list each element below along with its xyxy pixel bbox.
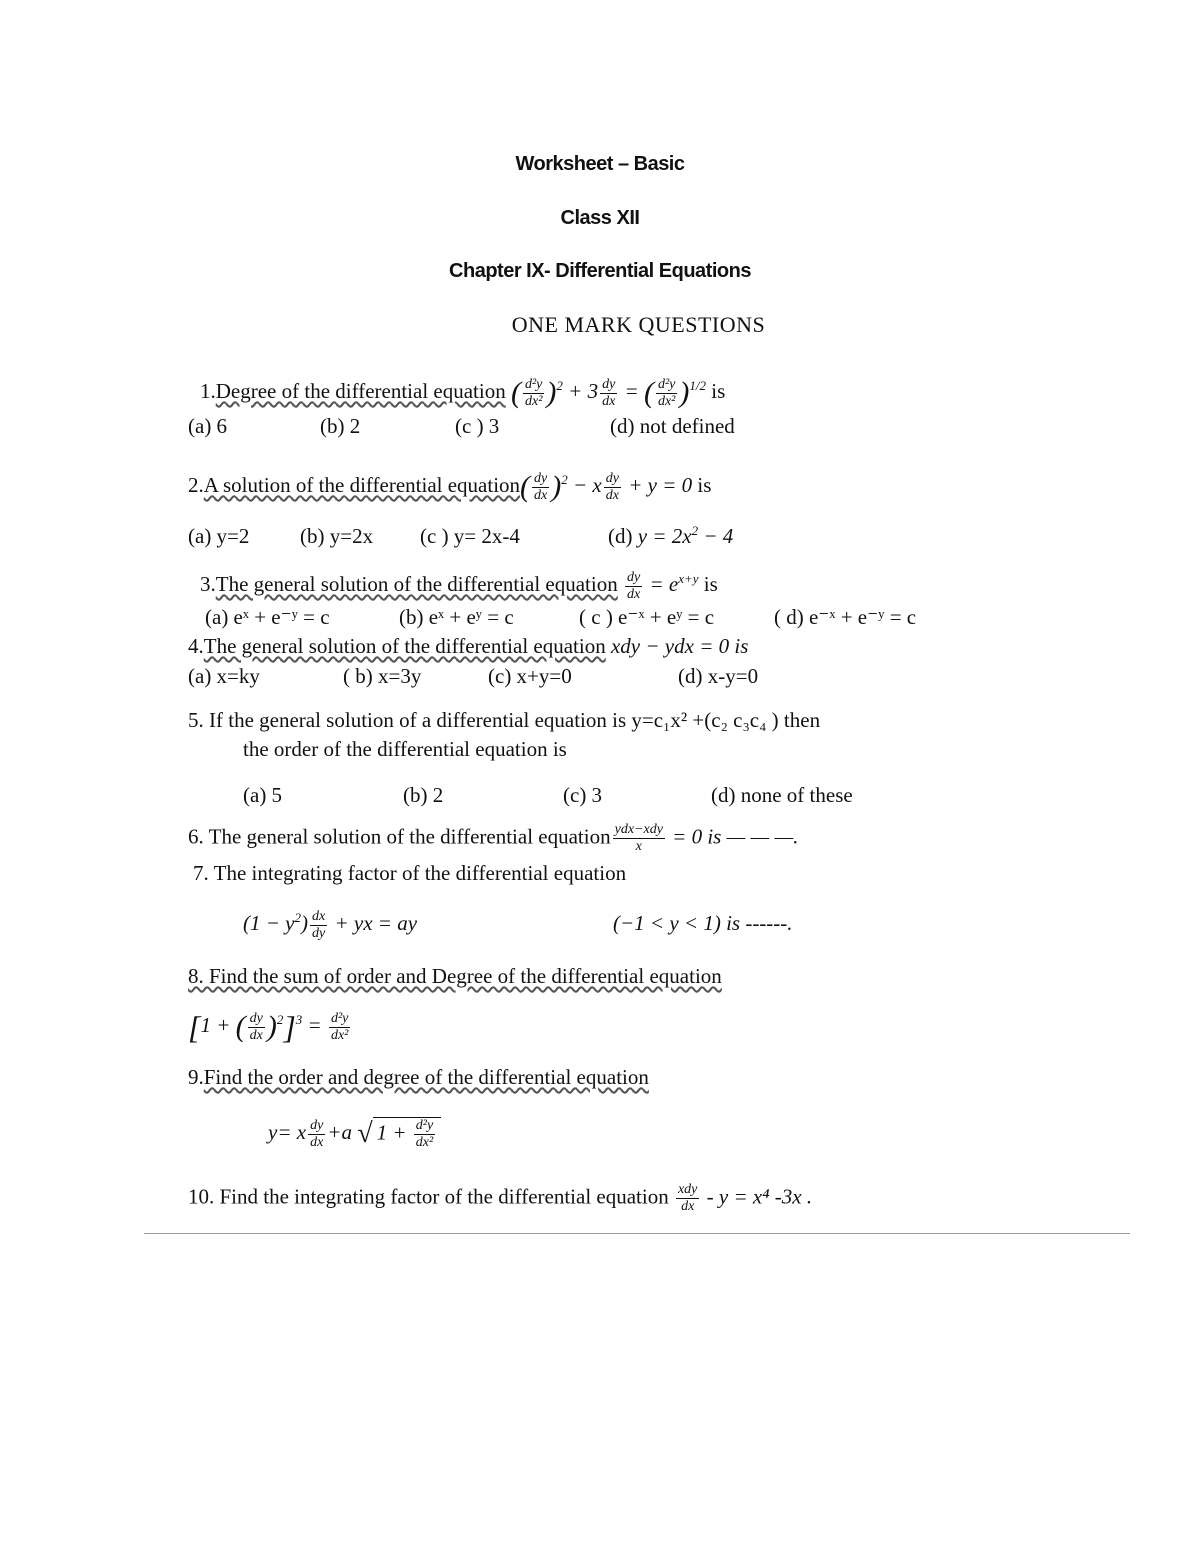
q10-tail: - y = x⁴ -3x .	[706, 1184, 813, 1209]
q1-option-d: (d) not defined	[610, 414, 735, 438]
question-6	[188, 822, 798, 855]
q2-option-d: (d)	[608, 524, 633, 548]
q5-options	[243, 781, 853, 809]
q1-options	[188, 412, 735, 440]
q10-text: 10. Find the integrating factor of the differential equation	[188, 1184, 669, 1209]
q5-option-d: (d) none of these	[711, 783, 853, 807]
q5-option-b: (b) 2	[403, 783, 444, 807]
question-1	[200, 372, 725, 410]
q7-equation-line	[243, 904, 793, 942]
q4-text: The general solution of the differential equation	[203, 634, 606, 658]
q6-tail: = 0 is — — —.	[672, 824, 799, 849]
q6-text: 6. The general solution of the differential equation	[188, 824, 611, 849]
q4-equation: xdy − ydx = 0 is	[610, 634, 749, 658]
q1-tail: is	[711, 379, 726, 403]
q3-option-b: (b) eˣ + eʸ = c	[399, 605, 514, 629]
chapter-title: Chapter IX- Differential Equations	[449, 260, 751, 282]
q3-text: The general solution of the differential equation	[215, 572, 618, 596]
q9-equation	[268, 1117, 441, 1151]
q5-option-a: (a) 5	[243, 783, 283, 807]
question-8	[188, 962, 722, 990]
q6-equation: $\frac{\text{ydx−xdy}}{x}$	[614, 822, 663, 854]
q1-number: 1.	[200, 379, 216, 403]
question-5: 5. If the general solution of a differential equation is y=c₁x² +(c₂ c₃c₄ ) then	[188, 708, 821, 732]
question-10	[188, 1182, 812, 1215]
q4-option-d: (d) x-y=0	[678, 664, 759, 688]
q2-options	[188, 517, 733, 550]
q1-equation: ( $\frac{\text{d²y}}{\text{dx²}}$ )$^2$ + 3 $\frac{dy}{dx}$ = ( $\frac{\text{d²y}}{\text{dx²}}$ )$^{1/2}$	[510, 376, 707, 410]
q3-options	[205, 603, 916, 631]
question-9	[188, 1063, 649, 1091]
q9-text: Find the order and degree of the differential equation	[203, 1065, 649, 1089]
q2-option-c: (c ) y= 2x-4	[420, 524, 520, 548]
q10-equation: $\frac{\text{xdy}}{dx}$	[677, 1182, 698, 1214]
q9-equation-math: y= x $\frac{dy}{dx}$ +a √ 1 + $\frac{\text{d²y}}{\text{dx²}}$	[268, 1120, 441, 1144]
q1-option-a: (a) 6	[188, 414, 228, 438]
q4-option-c: (c) x+y=0	[488, 664, 572, 688]
q2-option-d-equation: $y = 2x^2 - 4$	[637, 523, 734, 548]
section-title: ONE MARK QUESTIONS	[511, 312, 766, 337]
q9-number: 9.	[188, 1065, 204, 1089]
q1-option-c: (c ) 3	[455, 414, 500, 438]
q3-tail: is	[703, 572, 718, 596]
q7-tail: (−1 < y < 1) is ------.	[613, 911, 793, 935]
q3-equation: $\frac{dy}{dx}$ = $e^{x+y}$	[626, 569, 699, 602]
q8-text: 8. Find the sum of order and Degree of the differential equation	[188, 964, 722, 988]
worksheet-title: Worksheet – Basic	[515, 153, 685, 175]
q3-option-d: ( d) e⁻ˣ + e⁻ʸ = c	[774, 605, 917, 629]
q1-option-b: (b) 2	[320, 414, 361, 438]
q8-equation	[188, 1006, 352, 1044]
question-2	[188, 466, 711, 504]
q4-number: 4.	[188, 634, 204, 658]
question-4	[188, 632, 748, 660]
q2-equation: ( $\frac{dy}{dx}$ )$^2$ − x $\frac{dy}{dx}$ + y = 0	[520, 470, 693, 504]
q5-text-continued: the order of the differential equation is	[243, 737, 567, 761]
question-3	[200, 565, 718, 603]
q7-equation: $(1 - y^2)$ $\frac{dx}{dy}$ + yx = ay	[243, 908, 418, 941]
q3-option-a: (a) eˣ + e⁻ʸ = c	[205, 605, 330, 629]
q4-option-a: (a) x=ky	[188, 664, 260, 688]
q2-option-a: (a) y=2	[188, 524, 250, 548]
q2-option-b: (b) y=2x	[300, 524, 374, 548]
q3-number: 3.	[200, 572, 216, 596]
q2-number: 2.	[188, 473, 204, 497]
q5-option-c: (c) 3	[563, 783, 603, 807]
q8-equation-math: [1 + ( $\frac{dy}{dx}$ )$^2$]$^3$ = $\frac{\text{d²y}}{\text{dx²}}$	[188, 1009, 349, 1046]
q2-text: A solution of the differential equation	[203, 473, 521, 497]
q2-tail: is	[697, 473, 712, 497]
q3-option-c: ( c ) e⁻ˣ + eʸ = c	[579, 605, 715, 629]
class-label: Class XII	[560, 207, 640, 229]
question-7: 7. The integrating factor of the differential equation	[193, 861, 627, 885]
q1-text: Degree of the differential equation	[215, 379, 506, 403]
q4-options	[188, 662, 758, 690]
q4-option-b: ( b) x=3y	[343, 664, 422, 688]
bottom-divider	[144, 1233, 1130, 1234]
